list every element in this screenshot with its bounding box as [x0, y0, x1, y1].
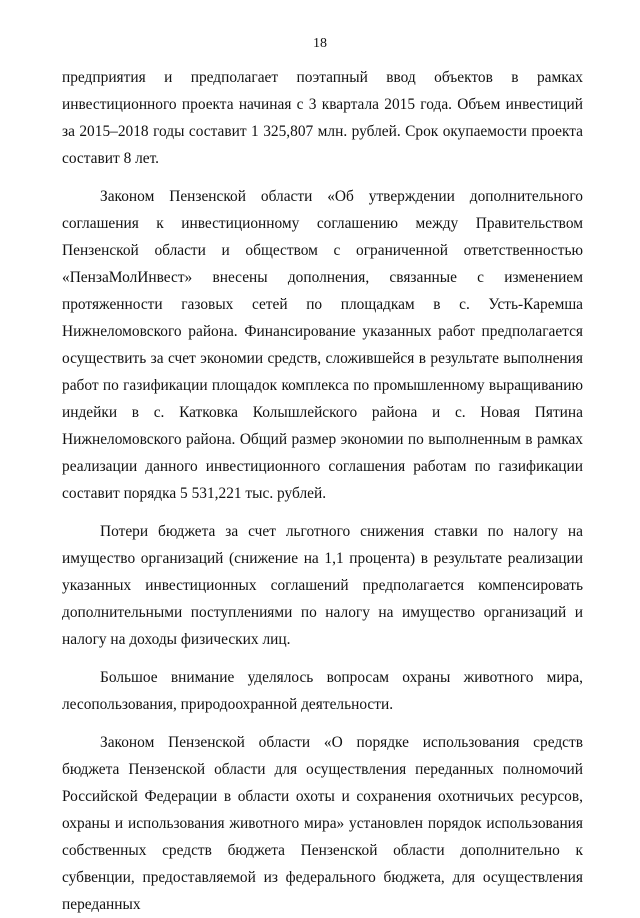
- page-number: 18: [313, 36, 327, 51]
- paragraph-hunting-law: Законом Пензенской области «О порядке использования средств бюджета Пензенской области для осуществления переданных полномочий Российской Федерации в области охоты и сохранения охотничьих ресурсов, охраны и использования животного мира» установлен порядок использования собственных средств бюджета Пензенской области дополнительно к субвенции, предоставляемой из федерального бюджета, для осуществления переданных: [62, 734, 583, 913]
- paragraph-environment: Большое внимание уделялось вопросам охраны животного мира, лесопользования, природоохранной деятельности.: [62, 669, 583, 713]
- paragraph-penzamolinvest-law: Законом Пензенской области «Об утверждении дополнительного соглашения к инвестиционному соглашению между Правительством Пензенской области и обществом с ограниченной ответственностью «ПензаМолИнвест» внесены дополнения, связанные с изменением протяженности газовых сетей по площадкам в с. Усть-Каремша Нижнеломовского района. Финансирование указанных работ предполагается осуществить за счет экономии средств, сложившейся в результате выполнения работ по газификации площадок комплекса по промышленному выращиванию индейки в с. Катковка Колышлейского района и с. Новая Пятина Нижнеломовского района. Общий размер экономии по выполненным в рамках реализации данного инвестиционного соглашения работам по газификации составит порядка 5 531,221 тыс. рублей.: [62, 188, 583, 502]
- document-body: [62, 64, 583, 918]
- paragraph-budget-losses: Потери бюджета за счет льготного снижения ставки по налогу на имущество организаций (снижение на 1,1 процента) в результате реализации указанных инвестиционных соглашений предполагается компенсировать дополнительными поступлениями по налогу на имущество организаций и налогу на доходы физических лиц.: [62, 523, 583, 648]
- paragraph-continuation: предприятия и предполагает поэтапный ввод объектов в рамках инвестиционного проекта начиная с 3 квартала 2015 года. Объем инвестиций за 2015–2018 годы составит 1 325,807 млн. рублей. Срок окупаемости проекта составит 8 лет.: [62, 69, 583, 167]
